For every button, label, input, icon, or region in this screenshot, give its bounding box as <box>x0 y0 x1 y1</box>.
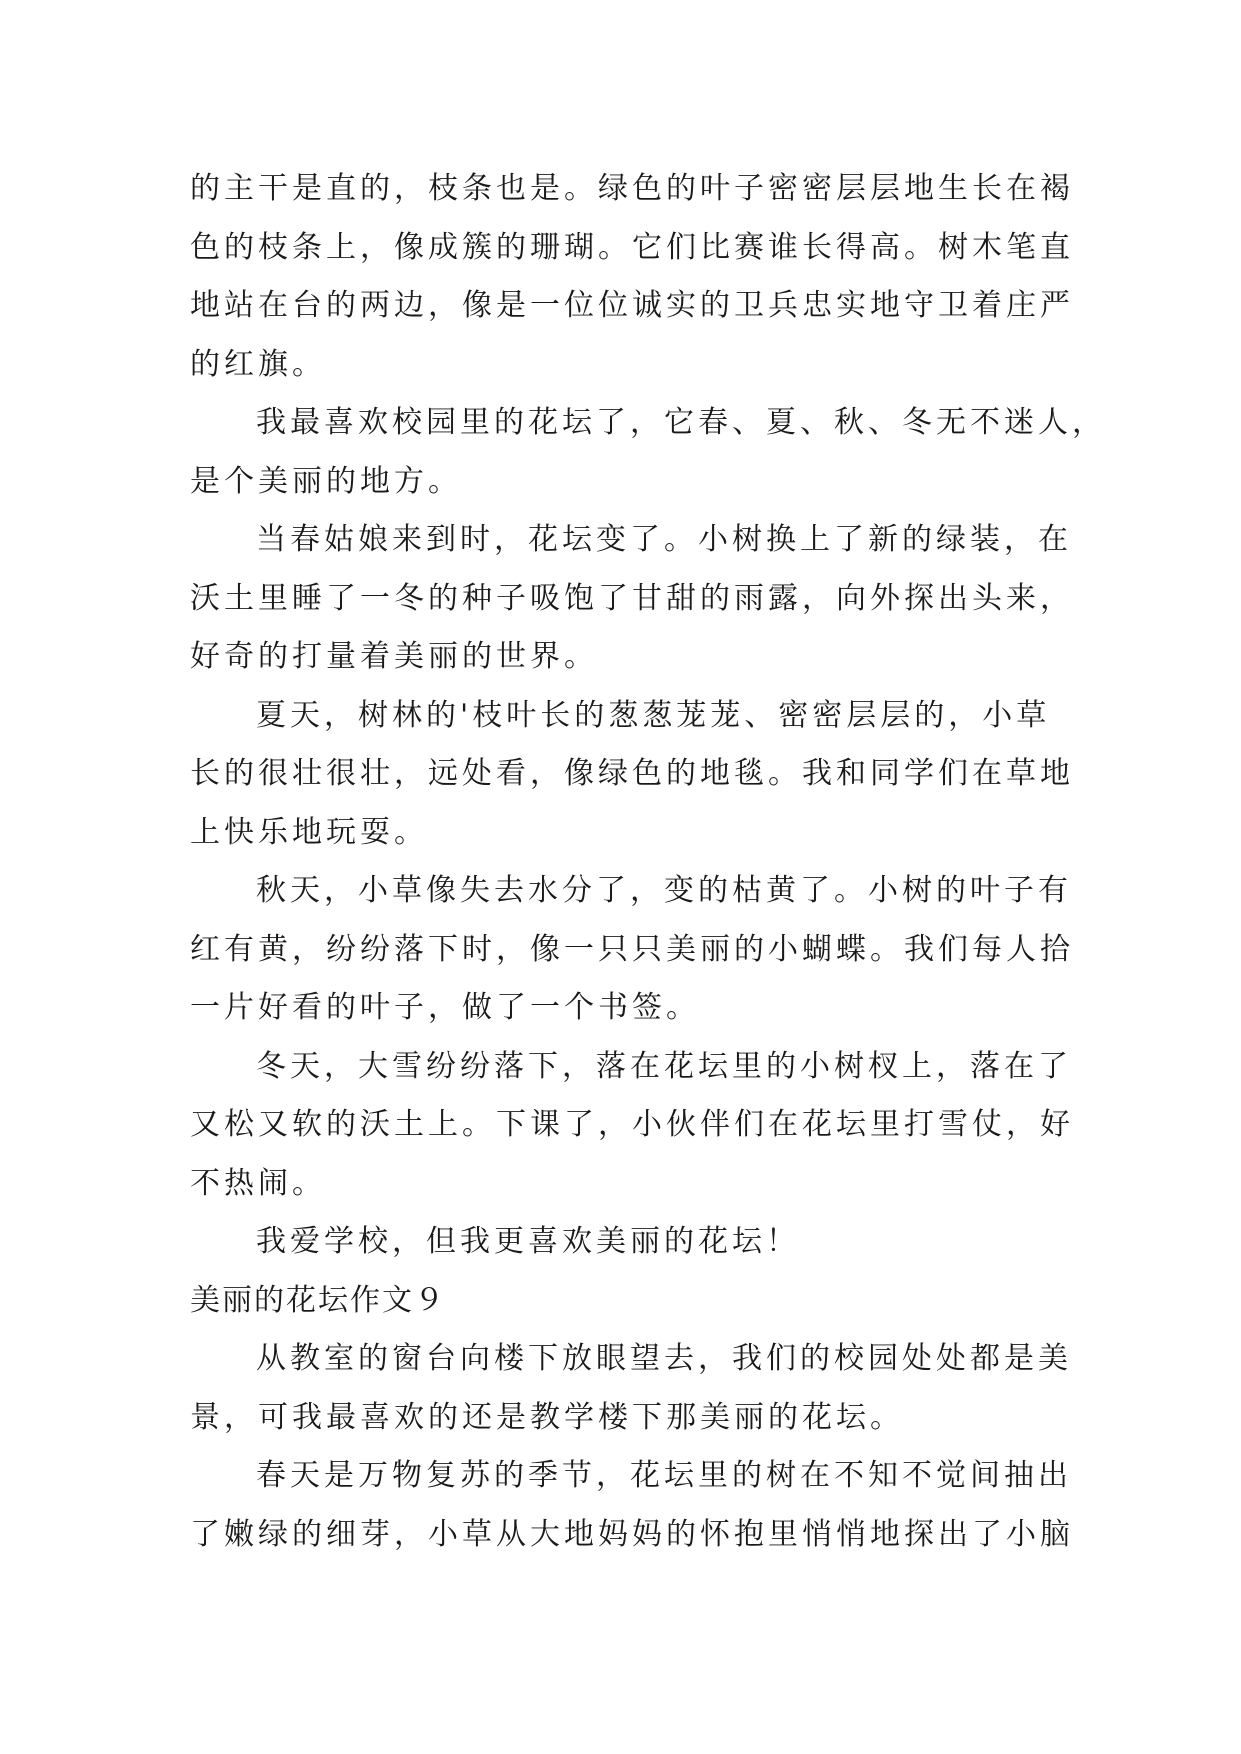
text-line: 了嫩绿的细芽，小草从大地妈妈的怀抱里悄悄地探出了小脑 <box>190 1516 1074 1552</box>
text-line: 地站在台的两边，像是一位位诚实的卫兵忠实地守卫着庄严 <box>190 288 1074 323</box>
text-line: 沃土里睡了一冬的种子吸饱了甘甜的雨露，向外探出头来， <box>190 580 1074 616</box>
text-line: 色的枝条上，像成簇的珊瑚。它们比赛谁长得高。树木笔直 <box>190 229 1074 265</box>
text-line: 的红旗。 <box>190 346 326 382</box>
text-line: 是个美丽的地方。 <box>190 463 462 499</box>
text-line: 景，可我最喜欢的还是教学楼下那美丽的花坛。 <box>190 1399 904 1435</box>
paragraph-first-line: 冬天，大雪纷纷落下，落在花坛里的小树杈上，落在了 <box>256 1048 1072 1084</box>
essay-body <box>190 160 1106 1564</box>
paragraph-first-line: 我最喜欢校园里的花坛了，它春、夏、秋、冬无不迷人， <box>256 405 1106 440</box>
paragraph-first-line: 我爱学校，但我更喜欢美丽的花坛！ <box>256 1224 800 1259</box>
paragraph-first-line: 从教室的窗台向楼下放眼望去，我们的校园处处都是美 <box>256 1341 1072 1376</box>
text-line: 不热闹。 <box>190 1165 326 1201</box>
text-line: 好奇的打量着美丽的世界。 <box>190 639 598 674</box>
paragraph-first-line: 春天是万物复苏的季节，花坛里的树在不知不觉间抽出 <box>256 1458 1072 1493</box>
text-line: 又松又软的沃土上。下课了，小伙伴们在花坛里打雪仗，好 <box>190 1107 1074 1142</box>
text-line: 的主干是直的，枝条也是。绿色的叶子密密层层地生长在褐 <box>190 171 1074 206</box>
paragraph-first-line: 秋天，小草像失去水分了，变的枯黄了。小树的叶子有 <box>256 873 1072 908</box>
text-line: 长的很壮很壮，远处看，像绿色的地毯。我和同学们在草地 <box>190 756 1074 791</box>
paragraph-first-line: 夏天，树林的'枝叶长的葱葱茏茏、密密层层的，小草 <box>256 697 1051 733</box>
text-line: 上快乐地玩耍。 <box>190 814 428 850</box>
text-line: 一片好看的叶子，做了一个书签。 <box>190 990 700 1025</box>
text-line: 红有黄，纷纷落下时，像一只只美丽的小蝴蝶。我们每人拾 <box>190 931 1074 967</box>
paragraph-first-line: 当春姑娘来到时，花坛变了。小树换上了新的绿装，在 <box>256 522 1072 557</box>
section-heading: 美丽的花坛作文９ <box>190 1282 446 1318</box>
